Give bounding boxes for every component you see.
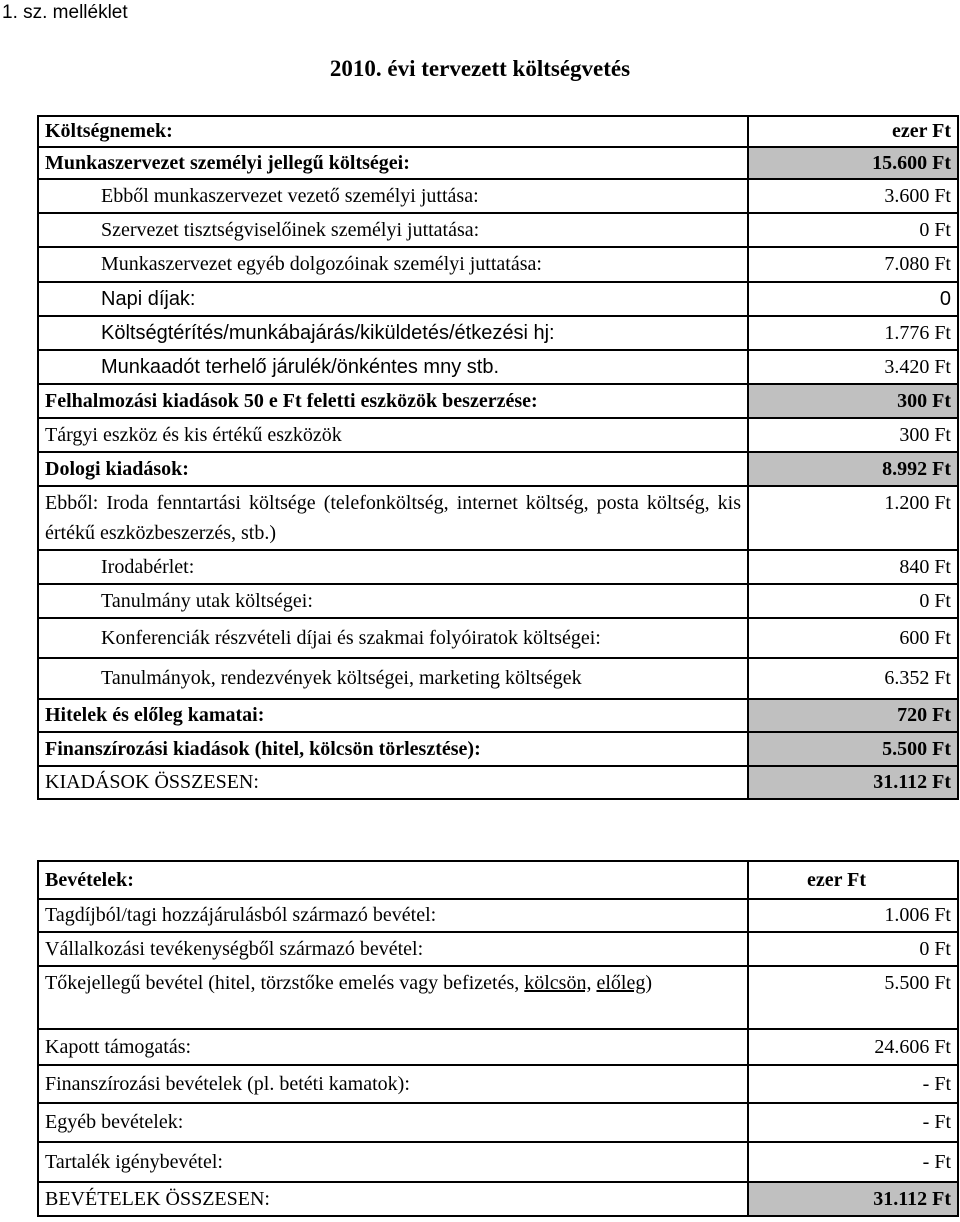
row-value: 300 Ft [748,418,958,452]
row-label: Konferenciák részvételi díjai és szakmai folyóiratok költségei: [38,618,748,658]
row-value: 600 Ft [748,618,958,658]
income-header-label: Bevételek: [38,861,748,899]
expenses-header-unit: ezer Ft [748,116,958,147]
table-row [38,932,958,966]
row-label [38,966,748,1029]
row-label: Munkaszervezet személyi jellegű költségei: [38,147,748,179]
row-label: Irodabérlet: [38,550,748,584]
page-title: 2010. évi tervezett költségvetés [329,56,631,81]
table-row [38,1182,958,1216]
row-label: Tartalék igénybevétel: [38,1142,748,1182]
table-row [38,116,958,147]
row-value: 840 Ft [748,550,958,584]
row-value: 5.500 Ft [748,732,958,766]
row-label: Vállalkozási tevékenységből származó bevétel: [38,932,748,966]
row-label-end: ) [645,972,653,994]
row-value: 0 Ft [748,932,958,966]
row-value: 0 Ft [748,584,958,618]
row-label: Tanulmányok, rendezvények költségei, marketing költségek [38,658,748,699]
row-value: 8.992 Ft [748,452,958,486]
row-label: Ebből munkaszervezet vezető személyi juttása: [38,179,748,213]
row-label: Felhalmozási kiadások 50 e Ft feletti eszközök beszerzése: [38,384,748,418]
row-value: 24.606 Ft [748,1029,958,1065]
table-row [38,418,958,452]
table-row [38,966,958,1029]
row-value: 720 Ft [748,699,958,732]
table-row [38,316,958,350]
row-label: Munkaadót terhelő járulék/önkéntes mny stb. [38,350,748,384]
row-value: 1.776 Ft [748,316,958,350]
table-row [38,179,958,213]
row-label: Költségtérítés/munkábajárás/kiküldetés/étkezési hj: [38,316,748,350]
row-value: 6.352 Ft [748,658,958,699]
row-label: Tárgyi eszköz és kis értékű eszközök [38,418,748,452]
table-row [38,618,958,658]
row-value: 3.420 Ft [748,350,958,384]
row-label: Dologi kiadások: [38,452,748,486]
table-row [38,147,958,179]
row-label: Hitelek és előleg kamatai: [38,699,748,732]
row-label: Ebből: Iroda fenntartási költsége (telefonköltség, internet költség, posta költség, kis értékű eszközbeszerzés, stb.) [38,486,748,550]
row-value: - Ft [748,1142,958,1182]
row-value: 0 [748,282,958,316]
table-row [38,766,958,799]
income-table [37,860,959,1217]
row-value: 0 Ft [748,213,958,247]
row-label: Munkaszervezet egyéb dolgozóinak személyi juttatása: [38,247,748,282]
expenses-table [37,115,959,800]
table-row [38,282,958,316]
row-value: 300 Ft [748,384,958,418]
row-value: 5.500 Ft [748,966,958,1029]
table-row [38,1065,958,1103]
row-value: 1.006 Ft [748,899,958,932]
table-row [38,584,958,618]
row-label: Tagdíjból/tagi hozzájárulásból származó bevétel: [38,899,748,932]
table-row [38,658,958,699]
row-label: Kapott támogatás: [38,1029,748,1065]
row-value: 7.080 Ft [748,247,958,282]
table-row [38,1103,958,1142]
table-row [38,1029,958,1065]
table-row [38,1142,958,1182]
table-row [38,452,958,486]
eloleg-link[interactable]: előleg [596,972,646,994]
income-header-unit: ezer Ft [748,861,958,899]
row-value: 15.600 Ft [748,147,958,179]
row-label: Napi díjak: [38,282,748,316]
table-row [38,699,958,732]
row-value: 31.112 Ft [748,766,958,799]
row-label: KIADÁSOK ÖSSZESEN: [38,766,748,799]
table-row [38,350,958,384]
row-label: Finanszírozási kiadások (hitel, kölcsön törlesztése): [38,732,748,766]
table-row [38,550,958,584]
kolcson-link[interactable]: kölcsön, [524,972,592,994]
row-label: Egyéb bevételek: [38,1103,748,1142]
row-value: 31.112 Ft [748,1182,958,1216]
row-label: Tanulmány utak költségei: [38,584,748,618]
table-row [38,732,958,766]
row-value: 1.200 Ft [748,486,958,550]
table-row [38,899,958,932]
table-row [38,213,958,247]
table-row [38,486,958,550]
row-label: BEVÉTELEK ÖSSZESEN: [38,1182,748,1216]
table-row [38,247,958,282]
expenses-header-label: Költségnemek: [38,116,748,147]
row-label: Finanszírozási bevételek (pl. betéti kamatok): [38,1065,748,1103]
annex-label: 1. sz. melléklet [2,2,128,23]
row-label-start: Tőkejellegű bevétel (hitel, törzstőke emelés vagy befizetés, [45,972,520,994]
row-value: - Ft [748,1065,958,1103]
row-label: Szervezet tisztségviselőinek személyi juttatása: [38,213,748,247]
row-value: 3.600 Ft [748,179,958,213]
table-row [38,384,958,418]
table-row [38,861,958,899]
row-value: - Ft [748,1103,958,1142]
